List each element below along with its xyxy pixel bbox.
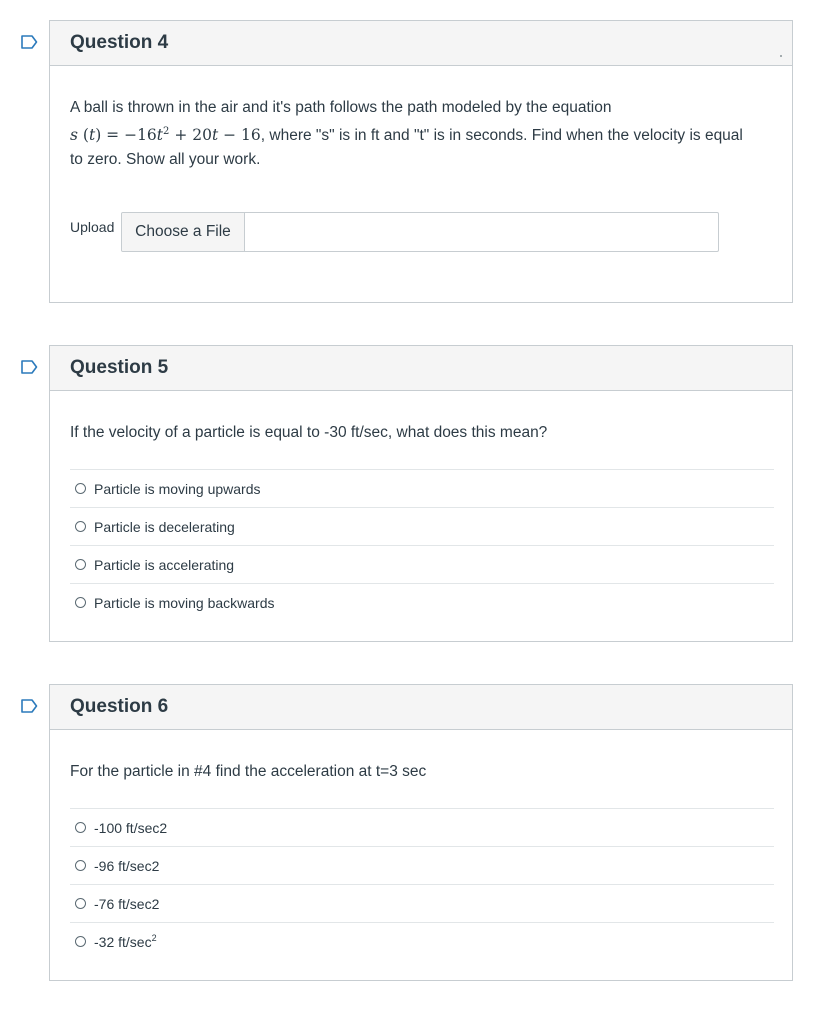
question-4-header: [50, 21, 792, 66]
radio-button-icon[interactable]: [75, 483, 86, 494]
question-4-text: [70, 96, 743, 172]
question-4-text-rest: , where "s" is in ft and "t" is in seconds. Find when the velocity is equal: [260, 127, 743, 144]
answer-label: Particle is accelerating: [94, 556, 235, 573]
answer-option[interactable]: [70, 808, 774, 846]
radio-button-icon[interactable]: [75, 822, 86, 833]
question-6-answers: [70, 808, 774, 960]
flag-question-6-icon[interactable]: [21, 699, 38, 713]
question-6-header: [50, 685, 792, 730]
answer-label: [94, 933, 157, 950]
radio-button-icon[interactable]: [75, 860, 86, 871]
file-upload-field[interactable]: [121, 212, 719, 252]
answer-label: Particle is moving upwards: [94, 480, 261, 497]
flag-question-4-icon[interactable]: [21, 35, 38, 49]
question-5: [49, 345, 793, 642]
question-6-text: For the particle in #4 find the acceleration at t=3 sec: [70, 763, 427, 780]
radio-button-icon[interactable]: [75, 559, 86, 570]
answer-label: -76 ft/sec2: [94, 895, 160, 912]
question-5-title: Question 5: [70, 357, 169, 378]
question-4-text-line1: A ball is thrown in the air and it's path follows the path modeled by the equation: [70, 99, 612, 116]
radio-button-icon[interactable]: [75, 521, 86, 532]
question-4-text-line2: [70, 120, 743, 148]
answer-label: -96 ft/sec2: [94, 857, 160, 874]
answer-option[interactable]: [70, 507, 774, 545]
choose-file-button[interactable]: Choose a File: [122, 213, 245, 251]
radio-button-icon[interactable]: [75, 936, 86, 947]
answer-option[interactable]: [70, 884, 774, 922]
position-equation: s $(t) = -16t^2 + 20t - 16$: [70, 126, 261, 144]
flag-question-5-icon[interactable]: [21, 360, 38, 374]
question-6: [49, 684, 793, 981]
answer-option[interactable]: [70, 846, 774, 884]
radio-button-icon[interactable]: [75, 597, 86, 608]
answer-label: -100 ft/sec2: [94, 819, 168, 836]
question-4: [49, 20, 793, 303]
question-6-title: Question 6: [70, 696, 169, 717]
question-5-answers: [70, 469, 774, 621]
answer-label: Particle is decelerating: [94, 518, 235, 535]
answer-option[interactable]: [70, 469, 774, 507]
answer-label-text: -32 ft/sec: [94, 934, 152, 950]
answer-label-superscript: 2: [151, 933, 157, 943]
question-4-text-line3: to zero. Show all your work.: [70, 151, 261, 168]
question-4-title: Question 4: [70, 32, 169, 53]
question-5-header: [50, 346, 792, 391]
header-dot: [780, 55, 782, 57]
answer-option[interactable]: [70, 545, 774, 583]
radio-button-icon[interactable]: [75, 898, 86, 909]
answer-option[interactable]: [70, 922, 774, 960]
upload-label: Upload: [70, 219, 115, 235]
answer-label: Particle is moving backwards: [94, 594, 275, 611]
question-5-text: If the velocity of a particle is equal to -30 ft/sec, what does this mean?: [70, 424, 548, 441]
answer-option[interactable]: [70, 583, 774, 621]
